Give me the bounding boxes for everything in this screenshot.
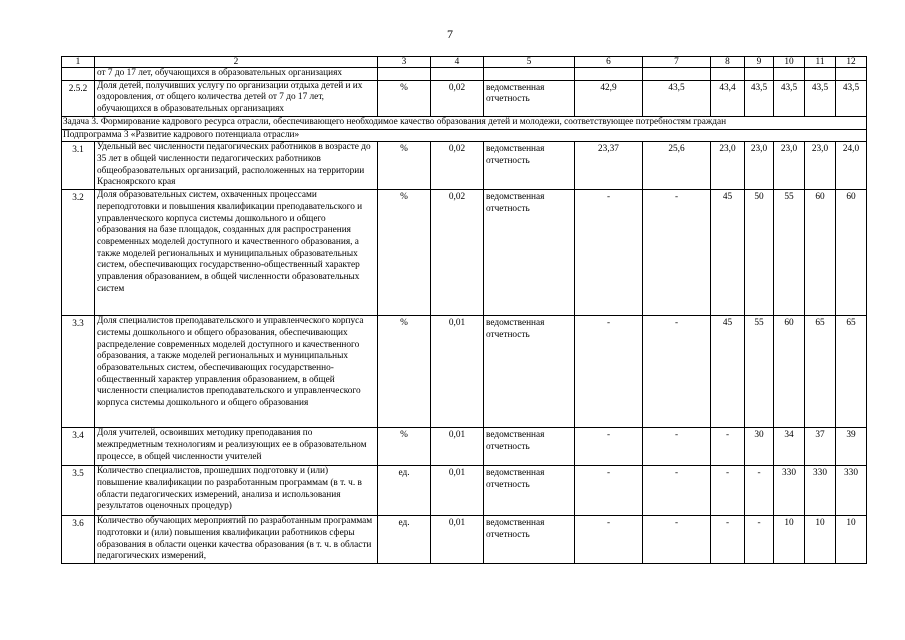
table-row [62,80,867,116]
empty-cell [378,68,431,81]
value-cell: - [575,428,643,466]
header-cell: 11 [805,57,836,68]
value-cell: - [643,466,711,516]
task-title: Задача 3. Формирование кадрового ресурса отрасли, обеспечивающего необходимое качество образования детей и молодежи, соответствующее потребностям граждан [62,116,867,129]
header-cell: 3 [378,57,431,68]
value-cell: 43,4 [711,80,745,116]
value-cell: - [745,466,774,516]
unit-cell: % [378,428,431,466]
value-cell: - [711,428,745,466]
value-cell: 60 [836,190,867,316]
row-number: 2.5.2 [62,80,95,116]
value-cell: 23,0 [711,142,745,190]
weight-cell: 0,01 [431,516,484,564]
table-row [62,316,867,428]
value-cell: 43,5 [836,80,867,116]
row-number: 3.1 [62,142,95,190]
indicator-name: Доля образовательных систем, охваченных процессами переподготовки и повышения квалификации преподавательского и управленческого корпуса системы дошкольного и общего образования на базе площадок, созданных для распространения современных моделей доступного и качественного образования, а также моделей региональных и муниципальных образовательных систем, обеспечивающих государственно-общественный характер управления образованием, в общей численности образовательных систем [95,190,378,316]
value-cell: 330 [836,466,867,516]
source-cell: ведомственная отчетность [484,142,575,190]
value-cell: 45 [711,316,745,428]
source-cell: ведомственная отчетность [484,316,575,428]
header-cell: 12 [836,57,867,68]
value-cell: 39 [836,428,867,466]
table-row [62,466,867,516]
value-cell: - [711,516,745,564]
value-cell: - [575,466,643,516]
unit-cell: % [378,316,431,428]
value-cell: 23,0 [774,142,805,190]
indicator-name: Удельный вес численности педагогических работников в возрасте до 35 лет в общей численности педагогических работников общеобразовательных организаций, расположенных на территории Красноярского края [95,142,378,190]
value-cell: 30 [745,428,774,466]
source-cell: ведомственная отчетность [484,466,575,516]
table-row [62,516,867,564]
weight-cell: 0,01 [431,428,484,466]
table-row [62,190,867,316]
indicator-name: от 7 до 17 лет, обучающихся в образовательных организациях [95,68,378,81]
subprogram-title: Подпрограмма 3 «Развитие кадрового потенциала отрасли» [62,129,867,142]
value-cell: 330 [774,466,805,516]
value-cell: - [643,190,711,316]
value-cell: 55 [745,316,774,428]
task-row [62,116,867,129]
value-cell: 23,0 [745,142,774,190]
indicator-name: Доля учителей, освоивших методику преподавания по межпредметным технологиям и реализующих ее в образовательном процессе, в общей численности учителей [95,428,378,466]
subprogram-row [62,129,867,142]
value-cell: - [745,516,774,564]
weight-cell: 0,02 [431,80,484,116]
indicator-name: Доля детей, получивших услугу по организации отдыха детей и их оздоровления, от общего количества детей от 7 до 17 лет, обучающихся в образовательных организациях [95,80,378,116]
value-cell: 10 [836,516,867,564]
value-cell: 43,5 [643,80,711,116]
empty-cell [836,68,867,81]
header-cell: 1 [62,57,95,68]
value-cell: 60 [805,190,836,316]
header-cell: 7 [643,57,711,68]
continuation-row [62,68,867,81]
value-cell: 23,0 [805,142,836,190]
row-number: 3.6 [62,516,95,564]
value-cell: 23,37 [575,142,643,190]
source-cell: ведомственная отчетность [484,428,575,466]
weight-cell: 0,01 [431,316,484,428]
header-cell: 10 [774,57,805,68]
value-cell: - [575,516,643,564]
value-cell: - [643,316,711,428]
value-cell: 55 [774,190,805,316]
value-cell: 34 [774,428,805,466]
value-cell: 10 [805,516,836,564]
value-cell: 50 [745,190,774,316]
indicator-name: Количество специалистов, прошедших подготовку и (или) повышение квалификации по разработанным программам (в т. ч. в области педагогических измерений, анализа и использования результатов оценочных процедур) [95,466,378,516]
value-cell: 42,9 [575,80,643,116]
indicator-name: Количество обучающих мероприятий по разработанным программам подготовки и (или) повышения квалификации работников сферы образования в области оценки качества образования (в т. ч. в области педагогических измерений, [95,516,378,564]
header-cell: 5 [484,57,575,68]
weight-cell: 0,01 [431,466,484,516]
value-cell: 10 [774,516,805,564]
value-cell: 60 [774,316,805,428]
value-cell: - [643,428,711,466]
page-number: 7 [447,27,453,41]
source-cell: ведомственная отчетность [484,80,575,116]
empty-cell [745,68,774,81]
table-row [62,428,867,466]
value-cell: - [643,516,711,564]
row-number: 3.4 [62,428,95,466]
weight-cell: 0,02 [431,142,484,190]
table-body [62,57,867,564]
value-cell: 330 [805,466,836,516]
empty-cell [805,68,836,81]
row-number: 3.3 [62,316,95,428]
empty-cell [774,68,805,81]
indicator-name: Доля специалистов преподавательского и управленческого корпуса системы дошкольного и общего образования, обеспечивающих распределение современных моделей доступного и качественного образования, а также моделей региональных и муниципальных образовательных систем, обеспечивающих государственно-общественный характер управления образованием, в общей численности специалистов преподавательского и управленческого корпуса системы дошкольного и общего образования [95,316,378,428]
value-cell: 37 [805,428,836,466]
row-number: 3.2 [62,190,95,316]
header-cell: 4 [431,57,484,68]
value-cell: 24,0 [836,142,867,190]
empty-cell [484,68,575,81]
value-cell: 65 [836,316,867,428]
unit-cell: ед. [378,516,431,564]
value-cell: 43,5 [805,80,836,116]
header-cell: 9 [745,57,774,68]
value-cell: - [711,466,745,516]
row-number: 3.5 [62,466,95,516]
unit-cell: % [378,190,431,316]
header-row [62,57,867,68]
value-cell: - [575,190,643,316]
source-cell: ведомственная отчетность [484,190,575,316]
value-cell: 65 [805,316,836,428]
unit-cell: % [378,80,431,116]
source-cell: ведомственная отчетность [484,516,575,564]
value-cell: 43,5 [745,80,774,116]
value-cell: - [575,316,643,428]
unit-cell: ед. [378,466,431,516]
header-cell: 8 [711,57,745,68]
empty-cell [431,68,484,81]
empty-cell [643,68,711,81]
unit-cell: % [378,142,431,190]
row-number [62,68,95,81]
indicators-table [61,56,867,564]
header-cell: 6 [575,57,643,68]
value-cell: 45 [711,190,745,316]
value-cell: 43,5 [774,80,805,116]
header-cell: 2 [95,57,378,68]
table-row [62,142,867,190]
value-cell: 25,6 [643,142,711,190]
weight-cell: 0,02 [431,190,484,316]
empty-cell [711,68,745,81]
empty-cell [575,68,643,81]
